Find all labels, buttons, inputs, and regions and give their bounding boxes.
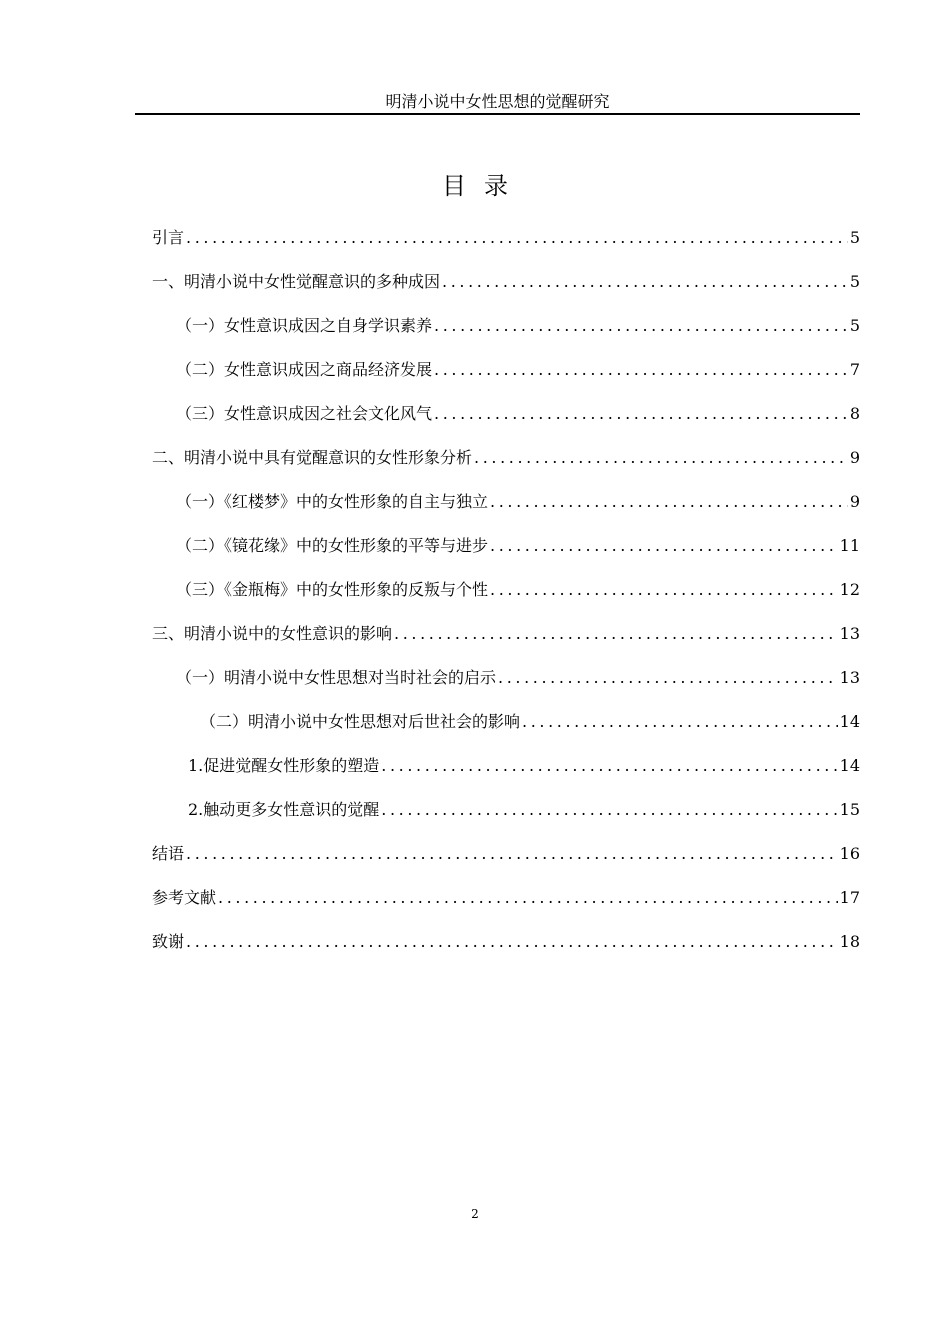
- toc-entry-page: 5: [849, 272, 860, 291]
- dot-leader: [381, 797, 837, 823]
- toc-entry-page: 14: [839, 712, 860, 731]
- toc-entry-text: （一）明清小说中女性思想对当时社会的启示: [176, 668, 497, 687]
- toc-entry-page: 7: [849, 360, 860, 379]
- dot-leader: [186, 225, 848, 251]
- toc-entry-section-1-3[interactable]: [152, 401, 860, 445]
- toc-entry-text: 参考文献: [152, 888, 217, 907]
- toc-entry-text: 一、明清小说中女性觉醒意识的多种成因: [152, 272, 441, 291]
- dot-leader: [186, 841, 838, 867]
- toc-entry-page: 9: [849, 448, 860, 467]
- dot-leader: [434, 313, 848, 339]
- dot-leader: [381, 753, 837, 779]
- toc-entry-page: 17: [839, 888, 860, 907]
- toc-entry-text: 引言: [152, 228, 185, 247]
- dot-leader: [442, 269, 848, 295]
- toc-entry-subsection-3-2-1[interactable]: [152, 753, 860, 797]
- toc-entry-subsection-3-2-2[interactable]: [152, 797, 860, 841]
- toc-entry-text: 1.促进觉醒女性形象的塑造: [188, 756, 380, 775]
- dot-leader: [186, 929, 838, 955]
- toc-entry-section-1-2[interactable]: [152, 357, 860, 401]
- toc-entry-text: 结语: [152, 844, 185, 863]
- dot-leader: [490, 533, 838, 559]
- toc-entry-text: 2.触动更多女性意识的觉醒: [188, 800, 380, 819]
- toc-entry-page: 5: [849, 316, 860, 335]
- toc-entry-text: （二）明清小说中女性思想对后世社会的影响: [200, 712, 521, 731]
- toc-entry-page: 14: [839, 756, 860, 775]
- dot-leader: [498, 665, 838, 691]
- toc-entry-section-3-2[interactable]: [152, 709, 860, 753]
- toc-entry-section-2-3[interactable]: [152, 577, 860, 621]
- toc-title: 目录: [442, 172, 526, 200]
- toc-entry-page: 12: [839, 580, 860, 599]
- toc-entry-page: 13: [839, 668, 860, 687]
- toc-entry-text: （三）女性意识成因之社会文化风气: [176, 404, 433, 423]
- running-header: 明清小说中女性思想的觉醒研究: [385, 92, 610, 111]
- dot-leader: [218, 885, 838, 911]
- dot-leader: [434, 401, 848, 427]
- toc-entry-chapter-1[interactable]: [152, 269, 860, 313]
- toc-entry-chapter-2[interactable]: [152, 445, 860, 489]
- toc-entry-page: 18: [839, 932, 860, 951]
- toc-entry-page: 16: [839, 844, 860, 863]
- toc-entry-text: （二）女性意识成因之商品经济发展: [176, 360, 433, 379]
- toc-entry-conclusion[interactable]: [152, 841, 860, 885]
- toc-entry-introduction[interactable]: [152, 225, 860, 269]
- page-number: 2: [471, 1207, 479, 1221]
- table-of-contents: [152, 225, 860, 973]
- dot-leader: [490, 577, 838, 603]
- toc-entry-text: （三）《金瓶梅》中的女性形象的反叛与个性: [176, 580, 489, 599]
- toc-entry-section-2-1[interactable]: [152, 489, 860, 533]
- dot-leader: [394, 621, 838, 647]
- toc-entry-page: 15: [839, 800, 860, 819]
- toc-entry-text: 致谢: [152, 932, 185, 951]
- dot-leader: [434, 357, 848, 383]
- toc-entry-page: 8: [849, 404, 860, 423]
- toc-entry-page: 5: [849, 228, 860, 247]
- toc-entry-text: （二）《镜花缘》中的女性形象的平等与进步: [176, 536, 489, 555]
- toc-entry-page: 11: [839, 536, 860, 555]
- toc-entry-acknowledgements[interactable]: [152, 929, 860, 973]
- header-rule: [135, 113, 860, 115]
- toc-entry-page: 13: [839, 624, 860, 643]
- toc-entry-text: （一）女性意识成因之自身学识素养: [176, 316, 433, 335]
- dot-leader: [522, 709, 838, 735]
- toc-entry-page: 9: [849, 492, 860, 511]
- toc-entry-text: 三、明清小说中的女性意识的影响: [152, 624, 393, 643]
- toc-entry-section-3-1[interactable]: [152, 665, 860, 709]
- toc-entry-section-1-1[interactable]: [152, 313, 860, 357]
- toc-entry-text: （一）《红楼梦》中的女性形象的自主与独立: [176, 492, 489, 511]
- toc-entry-references[interactable]: [152, 885, 860, 929]
- dot-leader: [490, 489, 848, 515]
- toc-entry-chapter-3[interactable]: [152, 621, 860, 665]
- toc-entry-section-2-2[interactable]: [152, 533, 860, 577]
- toc-entry-text: 二、明清小说中具有觉醒意识的女性形象分析: [152, 448, 473, 467]
- dot-leader: [474, 445, 848, 471]
